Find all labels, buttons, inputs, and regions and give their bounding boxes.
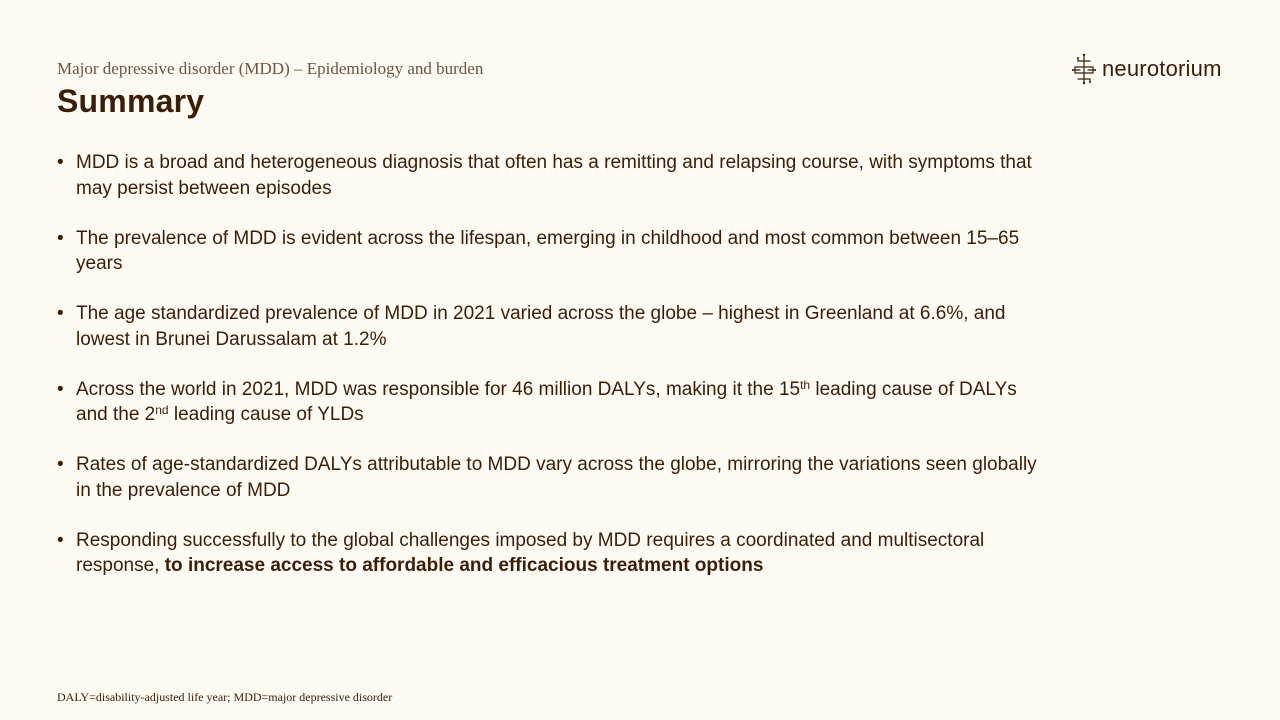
bullet-item (57, 226, 1037, 277)
bullet-text (76, 379, 1017, 426)
bullet-text (76, 530, 984, 577)
slide-title: Summary (57, 83, 205, 119)
footnote: DALY=disability-adjusted life year; MDD=major depressive disorder (57, 690, 393, 704)
bullet-text-part: Across the world in 2021, MDD was responsible for 46 million DALYs, making it the 15 (76, 378, 801, 400)
neurotorium-logo (1071, 53, 1222, 85)
bullet-text-part: leading cause of DALYs and the 2 (76, 378, 1017, 425)
bullet-item (57, 528, 1037, 579)
bullet-dot: • (57, 227, 64, 249)
bullet-dot: • (57, 529, 64, 551)
ordinal-suffix: th (800, 377, 811, 392)
bullet-text: The prevalence of MDD is evident across the lifespan, emerging in childhood and most common between 15–65 years (76, 227, 1020, 274)
bullet-text: Rates of age-standardized DALYs attributable to MDD vary across the globe, mirroring the variations seen globally in the prevalence of MDD (76, 454, 1037, 501)
neuron-cross-icon (1071, 53, 1097, 85)
bullet-dot: • (57, 152, 64, 173)
bullet-text-part: Responding successfully to the global challenges imposed by MDD requires a coordinated and multisectoral response, (76, 529, 985, 576)
bullet-text: The age standardized prevalence of MDD in 2021 varied across the globe – highest in Greenland at 6.6%, and lowest in Brunei Darussalam at 1.2% (76, 303, 1006, 350)
summary-bullet-list (57, 150, 1037, 603)
bullet-dot: • (57, 303, 64, 324)
bullet-text-part: leading cause of YLDs (168, 404, 364, 425)
bullet-item (57, 377, 1037, 428)
slide-subtitle: Major depressive disorder (MDD) – Epidemiology and burden (57, 59, 484, 78)
bullet-item (57, 301, 1037, 352)
bullet-text-emphasis: to increase access to affordable and efficacious treatment options (164, 555, 764, 576)
bullet-dot: • (57, 454, 64, 475)
ordinal-suffix: nd (155, 403, 169, 417)
bullet-item (57, 452, 1037, 503)
bullet-item (57, 150, 1037, 201)
bullet-text: MDD is a broad and heterogeneous diagnosis that often has a remitting and relapsing course, with symptoms that may persist between episodes (76, 152, 1032, 199)
logo-text: neurotorium (1102, 56, 1222, 81)
bullet-dot: • (57, 378, 64, 400)
